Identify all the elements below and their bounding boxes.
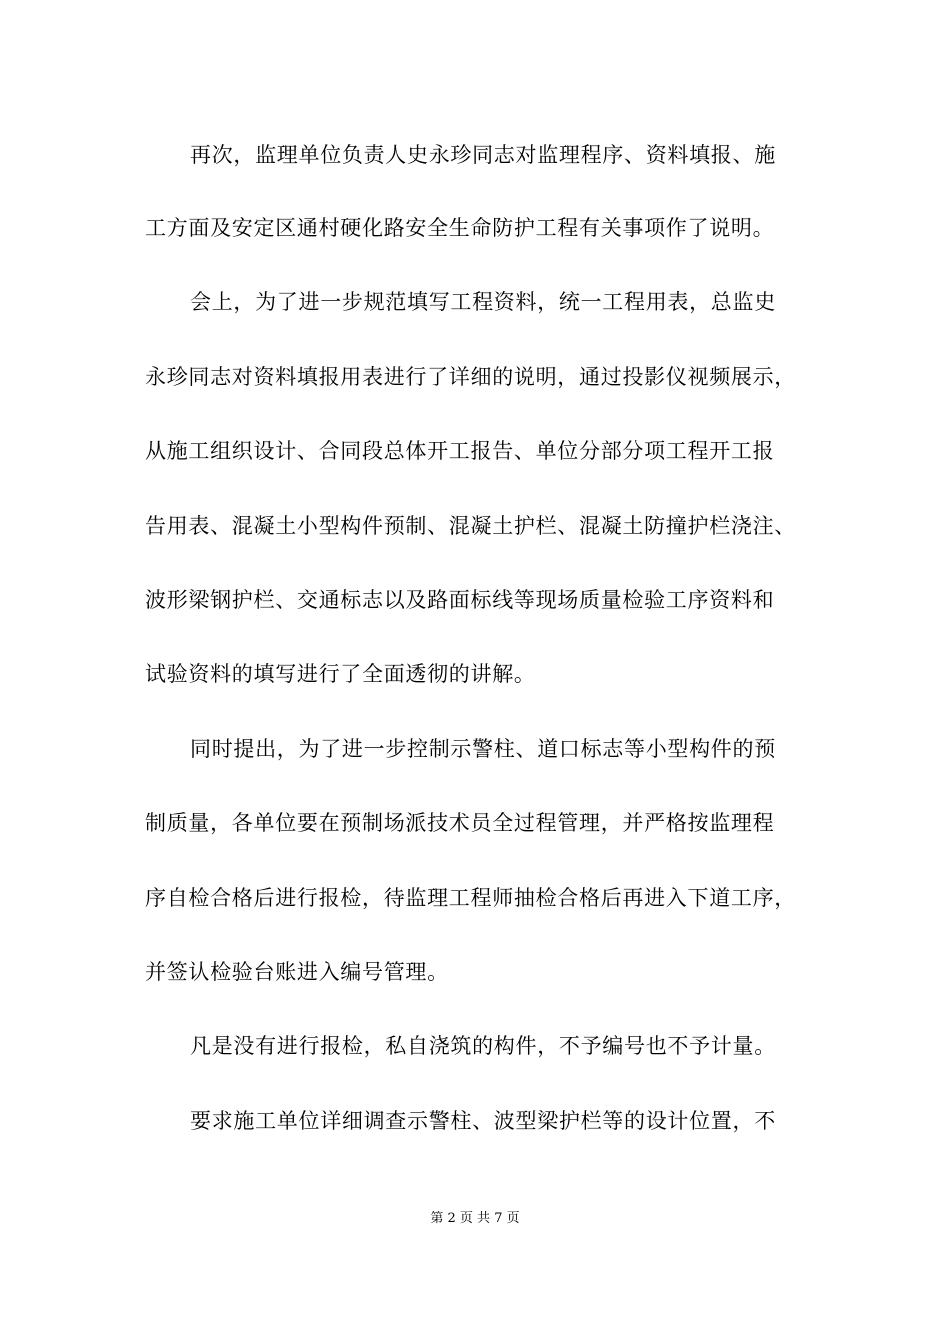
- text-line: 再次，监理单位负责人史永珍同志对监理程序、资料填报、施: [190, 143, 776, 167]
- text-line: 会上，为了进一步规范填写工程资料，统一工程用表，总监史: [190, 290, 776, 314]
- text-line: 制质量，各单位要在预制场派技术员全过程管理，并严格按监理程: [145, 811, 775, 835]
- text-line: 永珍同志对资料填报用表进行了详细的说明，通过投影仪视频展示，: [145, 365, 796, 389]
- text-line: 试验资料的填写进行了全面透彻的讲解。: [145, 662, 536, 686]
- page-number-footer: 第 2 页 共 7 页: [430, 1211, 520, 1226]
- text-line: 要求施工单位详细调查示警柱、波型梁护栏等的设计位置，不: [190, 1109, 776, 1133]
- text-line: 序自检合格后进行报检，待监理工程师抽检合格后再进入下道工序，: [145, 886, 796, 910]
- text-line: 凡是没有进行报检，私自浇筑的构件，不予编号也不予计量。: [190, 1034, 776, 1058]
- text-line: 波形梁钢护栏、交通标志以及路面标线等现场质量检验工序资料和: [145, 588, 775, 612]
- text-line: 同时提出，为了进一步控制示警柱、道口标志等小型构件的预: [190, 737, 776, 761]
- text-line: 从施工组织设计、合同段总体开工报告、单位分部分项工程开工报: [145, 439, 775, 463]
- text-line: 工方面及安定区通村硬化路安全生命防护工程有关事项作了说明。: [145, 216, 775, 240]
- text-line: 并签认检验台账进入编号管理。: [145, 960, 449, 984]
- text-line: 告用表、混凝土小型构件预制、混凝土护栏、混凝土防撞护栏浇注、: [145, 514, 796, 538]
